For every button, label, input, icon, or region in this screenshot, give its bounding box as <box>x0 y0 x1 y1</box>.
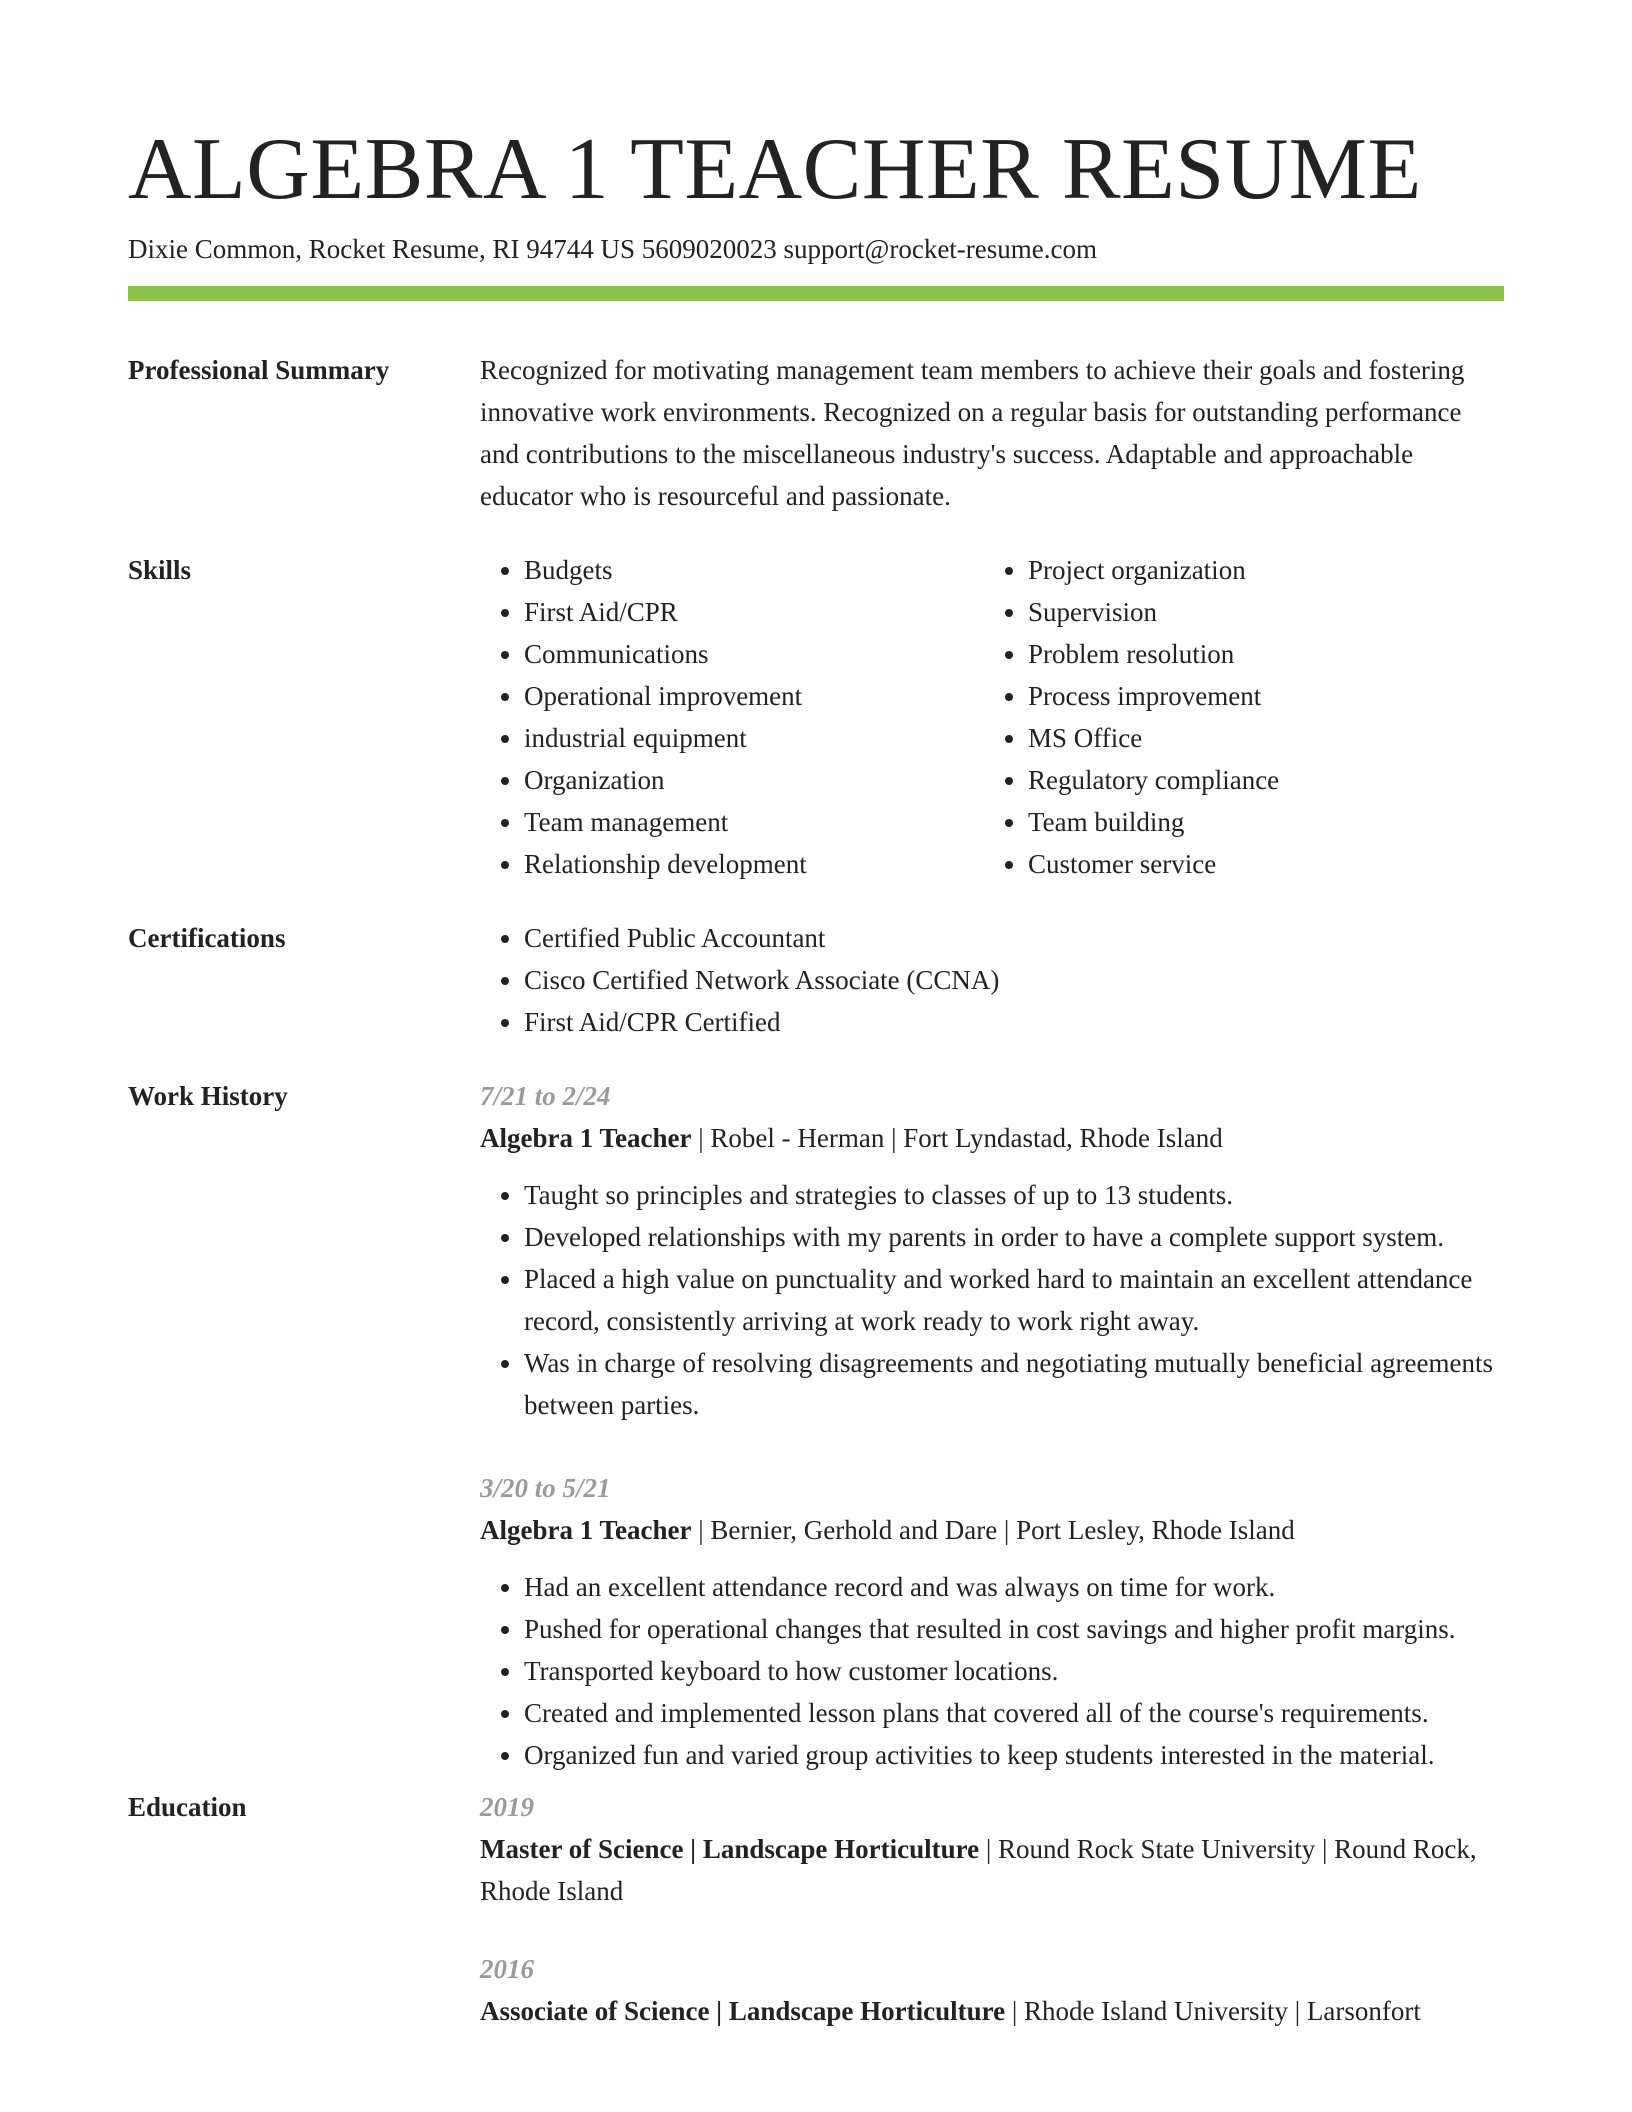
skills-list-1 <box>480 549 984 885</box>
education-year: 2016 <box>480 1954 534 1984</box>
job-entry <box>480 1075 1504 1426</box>
skill-item: • Relationship development <box>524 843 984 885</box>
education-body <box>480 1786 1504 2068</box>
job-bullet: • Pushed for operational changes that resulted in cost savings and higher profit margins. <box>524 1608 1504 1650</box>
certification-item: • First Aid/CPR Certified <box>524 1001 1504 1043</box>
certification-item: • Cisco Certified Network Associate (CCNA) <box>524 959 1504 1001</box>
education-heading <box>480 1990 1504 2032</box>
resume-title: ALGEBRA 1 TEACHER RESUME <box>128 121 1422 218</box>
skill-item: • Operational improvement <box>524 675 984 717</box>
summary-body <box>480 349 1504 549</box>
skill-item: • Communications <box>524 633 984 675</box>
job-heading <box>480 1117 1504 1159</box>
education-entry <box>480 1786 1504 1912</box>
job-entry <box>480 1467 1504 1776</box>
skills-column-2 <box>984 549 1488 917</box>
professional-summary-section <box>128 349 1504 549</box>
skills-list-2 <box>984 549 1488 885</box>
job-bullets <box>480 1174 1504 1426</box>
education-entry <box>480 1948 1504 2032</box>
job-employer-location: | Bernier, Gerhold and Dare | Port Lesley, Rhode Island <box>691 1515 1295 1545</box>
job-title: Algebra 1 Teacher <box>480 1515 692 1545</box>
job-dates: 3/20 to 5/21 <box>480 1473 611 1503</box>
section-label-summary: Professional Summary <box>128 355 390 385</box>
summary-text: Recognized for motivating management team members to achieve their goals and fostering innovative work environments. Recognized on a regular basis for outstanding performance and contributions to the miscellaneous industry's success. Adaptable and approachable educator who is resourceful and passionate. <box>480 355 1465 511</box>
job-bullet: • Taught so principles and strategies to classes of up to 13 students. <box>524 1174 1504 1216</box>
section-label-education: Education <box>128 1792 247 1822</box>
skill-item: • Customer service <box>1028 843 1488 885</box>
school-location: | Rhode Island University | Larsonfort <box>1005 1996 1421 2026</box>
job-dates: 7/21 to 2/24 <box>480 1081 611 1111</box>
skill-item: • Team management <box>524 801 984 843</box>
skill-item: • Supervision <box>1028 591 1488 633</box>
job-employer-location: | Robel - Herman | Fort Lyndastad, Rhode Island <box>691 1123 1223 1153</box>
job-bullet: • Created and implemented lesson plans that covered all of the course's requirements. <box>524 1692 1504 1734</box>
skills-body <box>480 549 1504 917</box>
education-year: 2019 <box>480 1792 534 1822</box>
work-history-section <box>128 1075 1504 1786</box>
skill-item: • Budgets <box>524 549 984 591</box>
skills-column-1 <box>480 549 984 917</box>
certifications-section <box>128 917 1504 1075</box>
certifications-list <box>480 917 1504 1043</box>
certification-item: • Certified Public Accountant <box>524 917 1504 959</box>
skill-item: • MS Office <box>1028 717 1488 759</box>
skill-item: • Regulatory compliance <box>1028 759 1488 801</box>
job-bullets <box>480 1566 1504 1776</box>
degree-name: Master of Science | Landscape Horticulture <box>480 1834 980 1864</box>
skill-item: • Process improvement <box>1028 675 1488 717</box>
job-bullet: • Developed relationships with my parents in order to have a complete support system. <box>524 1216 1504 1258</box>
work-history-body <box>480 1075 1504 1786</box>
skill-item: • Project organization <box>1028 549 1488 591</box>
skills-section <box>128 549 1504 917</box>
job-bullet: • Had an excellent attendance record and was always on time for work. <box>524 1566 1504 1608</box>
accent-divider <box>128 286 1504 301</box>
resume-content <box>128 349 1504 2068</box>
education-heading <box>480 1828 1504 1912</box>
section-label-work-history: Work History <box>128 1081 288 1111</box>
section-label-skills: Skills <box>128 555 192 585</box>
degree-name: Associate of Science | Landscape Horticulture <box>480 1996 1006 2026</box>
skill-item: • First Aid/CPR <box>524 591 984 633</box>
skill-item: • industrial equipment <box>524 717 984 759</box>
school-location: | Round Rock State University | Round Rock, Rhode Island <box>480 1834 1477 1906</box>
contact-line: Dixie Common, Rocket Resume, RI 94744 US 5609020023 support@rocket-resume.com <box>128 234 1097 264</box>
skill-item: • Team building <box>1028 801 1488 843</box>
skill-item: • Organization <box>524 759 984 801</box>
education-section <box>128 1786 1504 2068</box>
job-bullet: • Was in charge of resolving disagreements and negotiating mutually beneficial agreements between parties. <box>524 1342 1504 1426</box>
job-bullet: • Placed a high value on punctuality and worked hard to maintain an excellent attendance record, consistently arriving at work ready to work right away. <box>524 1258 1504 1342</box>
job-title: Algebra 1 Teacher <box>480 1123 692 1153</box>
certifications-body <box>480 917 1504 1075</box>
job-heading <box>480 1509 1504 1551</box>
section-label-certifications: Certifications <box>128 923 286 953</box>
job-bullet: • Transported keyboard to how customer locations. <box>524 1650 1504 1692</box>
job-bullet: • Organized fun and varied group activities to keep students interested in the material. <box>524 1734 1504 1776</box>
skill-item: • Problem resolution <box>1028 633 1488 675</box>
